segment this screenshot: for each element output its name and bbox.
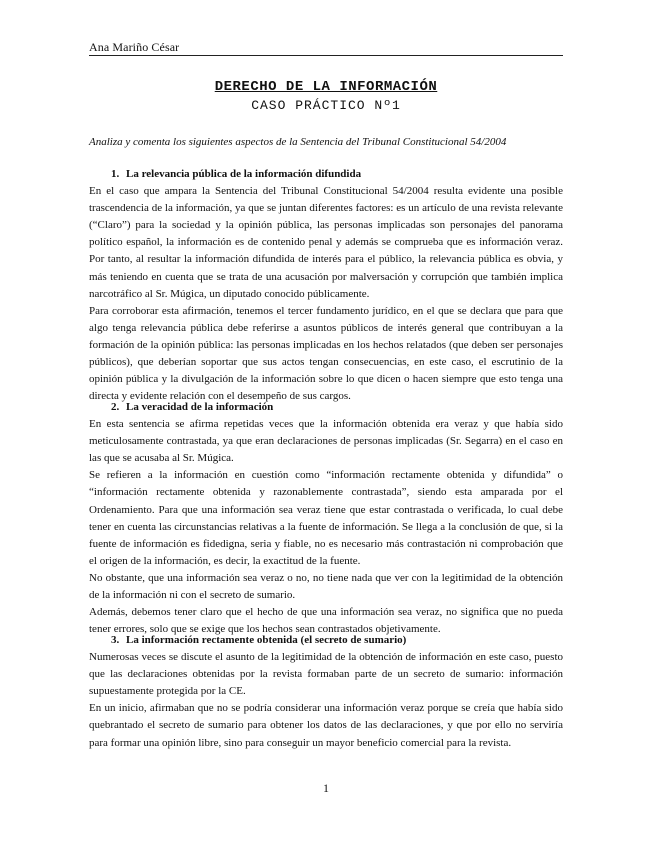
section-heading	[89, 632, 563, 649]
paragraph: En un inicio, afirmaban que no se podría considerar una información veraz porque se creía que había sido quebrantado el secreto de sumario para obtener los datos de las declaraciones, y que por ello no serviría para formar una opinión libre, sino para conseguir un mayor beneficio comercial para la revista.	[89, 702, 563, 749]
paragraph: Se refieren a la información en cuestión como “información rectamente obtenida y difundida” o “información rectamente obtenida y razonablemente contrastada”, siendo esta amparada por el Ordenamiento. Para que una información sea veraz tiene que estar contrastada o verificada, lo cual debe tener en cuenta las circunstancias relativas a la fuente de información. Se llega a la conclusión de que, si la fuente de información es fidedigna, seria y fiable, no es necesario más contrastación ni comprobación que el origen de la información, es decir, la exactitud de la fuente.	[89, 469, 563, 567]
section-2	[89, 399, 563, 638]
section-title: La relevancia pública de la información difundida	[126, 168, 362, 180]
header-divider	[89, 55, 563, 56]
section-number: 3.	[111, 634, 120, 646]
paragraph: No obstante, que una información sea veraz o no, no tiene nada que ver con la legitimidad de la obtención de la información ni con el secreto de sumario.	[89, 571, 563, 602]
paragraph: En el caso que ampara la Sentencia del Tribunal Constitucional 54/2004 resulta evidente una posible trascendencia de la información, ya que se juntan diferentes factores: es un artículo de una revista relevante (“Claro”) para la sociedad y la opinión pública, las personas implicadas son personajes del panorama político español, la información es de contenido penal y además se comprueba que es información veraz. Por tanto, al resultar la información difundida de interés para el público, la relevancia pública es obvia, y más teniendo en cuenta que se trata de una acusación por malversación y corrupción que también implica narcotráfico al Sr. Múgica, un diputado conocido públicamente.	[89, 185, 563, 300]
intro-instruction: Analiza y comenta los siguientes aspectos de la Sentencia del Tribunal Constitucional 54/2004	[89, 136, 507, 148]
paragraph: Para corroborar esta afirmación, tenemos el tercer fundamento jurídico, en el que se declara que para que algo tenga relevancia pública debe referirse a asuntos públicos de interés general que contribuyan a la formación de la opinión pública: las personas implicadas en los hechos relatados (que deben ser personajes públicos), que deberían soportar que sus actos tengan consecuencias, en este caso, el escrutinio de la opinión pública y la divulgación de la información sobre lo que dicen o hacen siempre que esto tenga una directa y evidente relación con el desempeño de sus cargos.	[89, 304, 563, 403]
section-3	[89, 632, 563, 752]
paragraph: Además, debemos tener claro que el hecho de que una información sea veraz, no significa que no pueda tener errores, solo que se exige que los hechos sean contrastados objetivamente.	[89, 606, 563, 636]
section-number: 1.	[111, 168, 120, 180]
page-number: 1	[323, 781, 329, 795]
section-heading	[89, 166, 563, 183]
document-subtitle: CASO PRÁCTICO Nº1	[251, 98, 401, 113]
header-author: Ana Mariño César	[89, 40, 180, 54]
paragraph: Numerosas veces se discute el asunto de la legitimidad de la obtención de información en este caso, puesto que las declaraciones obtenidas por la revista formaban parte de un secreto de sumario: información supuestamente protegida por la CE.	[89, 651, 563, 698]
section-1	[89, 166, 563, 405]
section-title: La veracidad de la información	[126, 401, 274, 413]
section-title: La información rectamente obtenida (el secreto de sumario)	[126, 634, 407, 646]
document-title: DERECHO DE LA INFORMACIÓN	[214, 79, 438, 95]
section-heading	[89, 399, 563, 416]
paragraph: En esta sentencia se afirma repetidas veces que la información obtenida era veraz y que había sido meticulosamente contrastada, ya que eran declaraciones de personas implicadas (Sr. Segarra) en el caso en las que se acusaba al Sr. Múgica.	[89, 418, 563, 465]
section-number: 2.	[111, 401, 120, 413]
